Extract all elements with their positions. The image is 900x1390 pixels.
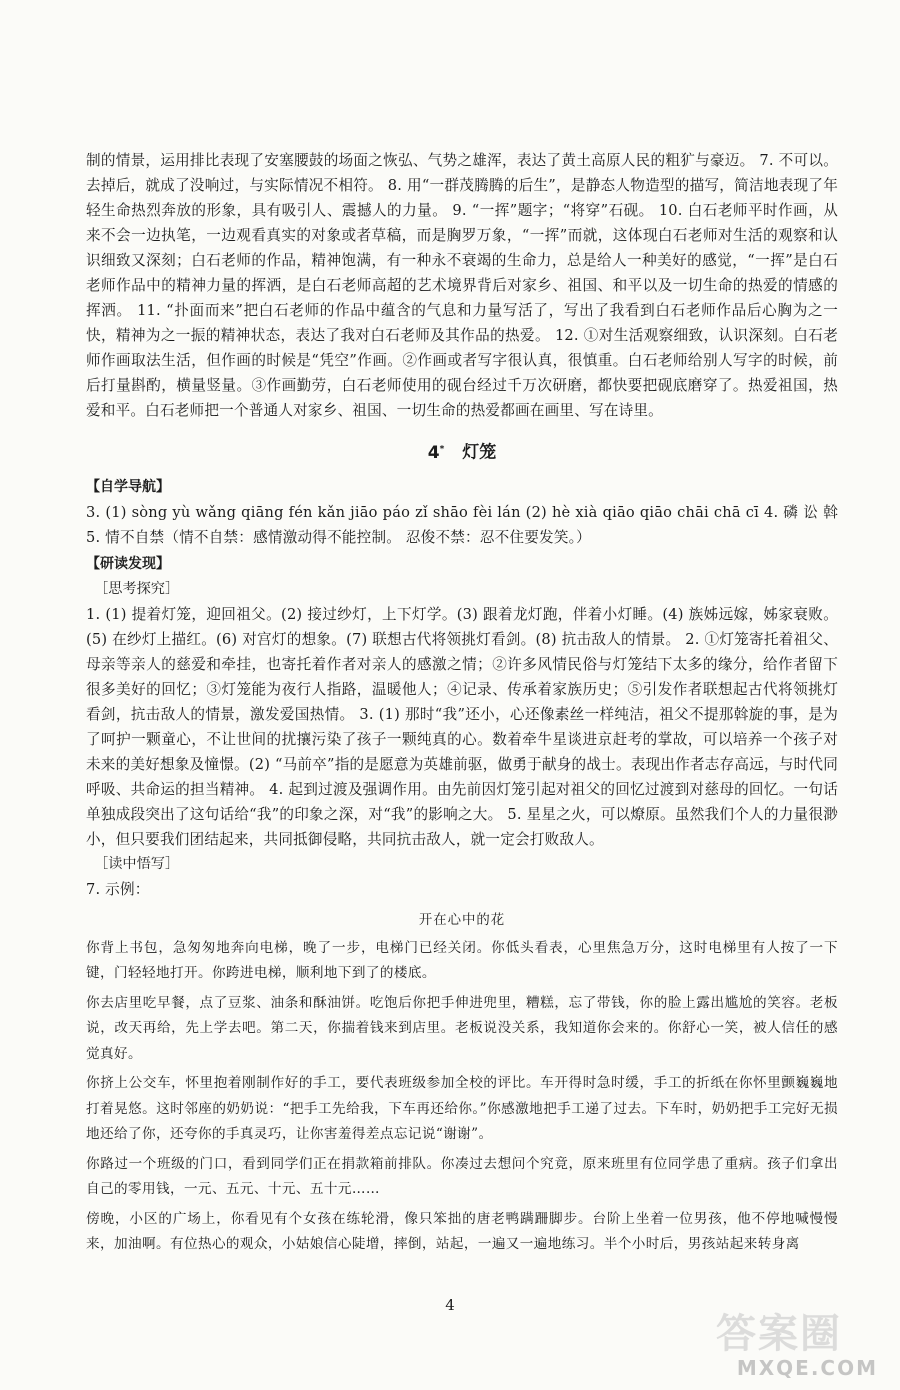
sub-heading-think: ［思考探究］ [94, 580, 180, 597]
lesson-title-text: 灯笼 [462, 442, 497, 463]
essay-paragraph: 你路过一个班级的门口，看到同学们正在捐款箱前排队。你凑过去想问个究竟，原来班里有位同学患了重病。孩子们拿出自己的零用钱，一元、五元、十元、五十元…… [86, 1155, 838, 1198]
watermark-brand-en: MXQE.COM [736, 1356, 878, 1380]
essay-paragraph: 你去店里吃早餐，点了豆浆、油条和酥油饼。吃饱后你把手伸进兜里，糟糕，忘了带钱，你的脸上露出尴尬的笑容。老板说，改天再给，先上学去吧。第二天，你揣着钱来到店里。老板说没关系，我知道你会来的。你舒心一笑，被人信任的感觉真好。 [86, 994, 838, 1062]
lesson-number: 4* [427, 442, 445, 463]
lesson-title [86, 435, 838, 467]
answer-paragraph-top: 制的情景，运用排比表现了安塞腰鼓的场面之恢弘、气势之雄浑，表达了黄土高原人民的粗犷与豪迈。 7. 不可以。去掉后，就成了没响过，与实际情况不相符。 8. 用“一群茂腾腾的后生”，是静态人物造型的描写，简洁地表现了年轻生命热烈奔放的形象，具有吸引人、震撼人的力量。 9. “一挥”题字；“将穿”石砚。 10. 白石老师平时作画，从来不会一边执笔，一边观看真实的对象或者草稿，而是胸罗万象，“一挥”而就，这体现白石老师对生活的观察和认识细致又深刻；白石老师的作品，精神饱满，有一种永不衰竭的生命力，总是给人一种美好的感觉，“一挥”是白石老师作品中的精神力量的挥洒，是白石老师高超的艺术境界背后对家乡、祖国、和平以及一切生命的热爱的情感的挥洒。 11. “扑面而来”把白石老师的作品中蕴含的气息和力量写活了，写出了我看到白石老师作品后心胸为之一快，精神为之一振的精神状态，表达了我对白石老师及其作品的热爱。 12. ①对生活观察细致，认识深刻。白石老师作画取法生活，但作画的时候是“凭空”作画。②作画或者写字很认真，很慎重。白石老师给别人写字的时候，前后打量斟酌，横量竖量。③作画勤劳，白石老师使用的砚台经过千万次研磨，都快要把砚底磨穿了。热爱祖国，热爱和平。白石老师把一个普通人对家乡、祖国、一切生命的热爱都画在画里、写在诗里。 [86, 152, 838, 419]
essay-paragraph: 你挤上公交车，怀里抱着刚制作好的手工，要代表班级参加全校的评比。车开得时急时缓，手工的折纸在你怀里颤巍巍地打着晃悠。这时邻座的奶奶说：“把手工先给我，下车再还给你。”你感激地把手工递了过去。下车时，奶奶把手工完好无损地还给了你，还夸你的手真灵巧，让你害羞得差点忘记说“谢谢”。 [86, 1075, 838, 1143]
section-heading-study-discovery: 【研读发现】 [86, 555, 170, 572]
essay-paragraph: 傍晚，小区的广场上，你看见有个女孩在练轮滑，像只笨拙的唐老鸭蹒跚脚步。台阶上坐着一位男孩，他不停地喊慢慢来，加油啊。有位热心的观众，小姑娘信心陡增，摔倒，站起，一遍又一遍地练习。半个小时后，男孩站起来转身离 [86, 1210, 838, 1253]
essay-paragraph: 你背上书包，急匆匆地奔向电梯，晚了一步，电梯门已经关闭。你低头看表，心里焦急万分，这时电梯里有人按了一下键，门轻轻地打开。你跨进电梯，顺利地下到了的楼底。 [86, 939, 838, 982]
page-content [86, 148, 838, 1262]
think-content: 1. (1) 提着灯笼，迎回祖父。(2) 接过纱灯，上下灯学。(3) 跟着龙灯跑，伴着小灯睡。(4) 族姊远嫁，姊家衰败。(5) 在纱灯上描红。(6) 对宫灯的想象。(7) 联想古代将领挑灯看剑。(8) 抗击敌人的情景。 2. ①灯笼寄托着祖父、母亲等亲人的慈爱和牵挂，也寄托着作者对亲人的感激之情；②许多风情民俗与灯笼结下太多的缘分，给作者留下很多美好的回忆；③灯笼能为夜行人指路，温暖他人；④记录、传承着家族历史；⑤引发作者联想起古代将领挑灯看剑，抗击敌人的情景，激发爱国热情。 3. (1) 那时“我”还小，心还像素丝一样纯洁，祖父不提那斡旋的事，是为了呵护一颗童心，不让世间的扰攘污染了孩子一颗纯真的心。数着牵牛星谈进京赶考的掌故，可以培养一个孩子对未来的美好想象及憧憬。(2) “马前卒”指的是愿意为英雄前驱，做勇于献身的战士。表现出作者志存高远，与时代同呼吸、共命运的担当精神。 4. 起到过渡及强调作用。由先前因灯笼引起对祖父的回忆过渡到对慈母的回忆。一句话单独成段突出了这句话给“我”的印象之深，对“我”的影响之大。 5. 星星之火，可以燎原。虽然我们个人的力量很渺小，但只要我们团结起来，共同抵御侵略，共同抗击敌人，就一定会打败敌人。 [86, 605, 838, 848]
read-intro: 7. 示例： [86, 880, 150, 898]
sub-heading-read: ［读中悟写］ [94, 855, 180, 872]
section-heading-self-study: 【自学导航】 [86, 478, 170, 495]
watermark-logo [652, 1302, 882, 1382]
page-number: 4 [445, 1296, 455, 1314]
essay-title: 开在心中的花 [418, 912, 506, 928]
watermark-brand-cn: 答案圈 [716, 1311, 842, 1357]
self-study-content: 3. (1) sòng yù wǎng qiāng fén kǎn jiāo páo zǐ shāo fèi lán (2) hè xià qiāo qiāo chāi chā cī 4. 磷 讼 斡 5. 情不自禁（情不自禁：感情激动得不能控制。 忍俊不禁：忍不住要发笑。） [86, 503, 838, 546]
